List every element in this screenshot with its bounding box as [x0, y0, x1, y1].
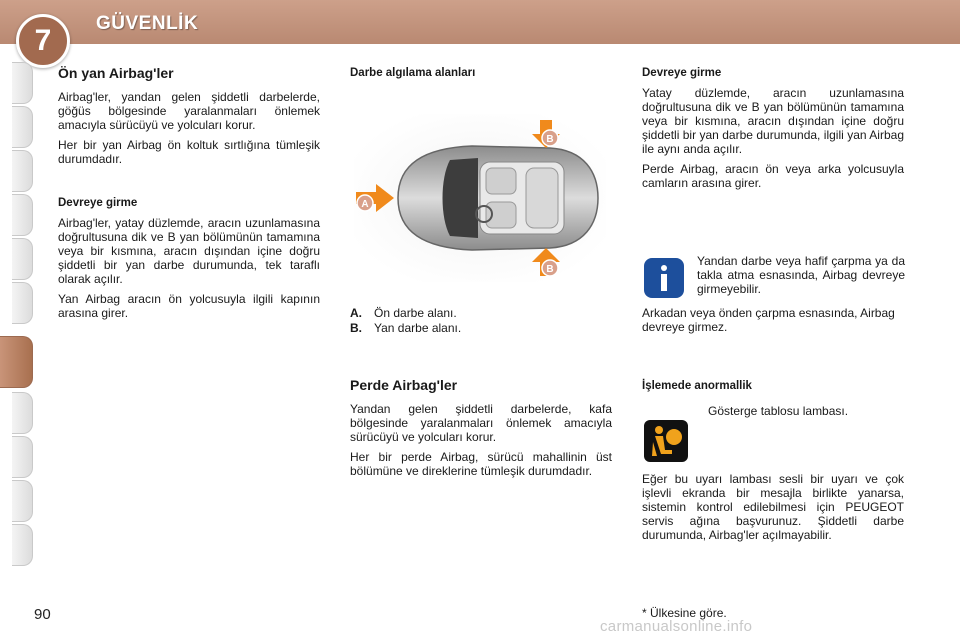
legend-key: B.: [350, 321, 362, 335]
anomaly-paragraph: Eğer bu uyarı lambası sesli bir uyarı ve çok işlevli ekranda bir mesajla birlikte yanarsa, sistemin kontrol edilebilmesi için PEUGEOT servis ağına başvurunuz. Şiddetli darbe durumunda, Airbag'ler açılmayabilir.: [642, 472, 904, 542]
diagram-legend: [350, 306, 461, 336]
side-tab-1[interactable]: [12, 62, 33, 104]
paragraph: Her bir perde Airbag, sürücü mahallinin üst bölümüne ve direklerine tümleşik durumdadır.: [350, 450, 612, 478]
side-tab-2[interactable]: [12, 106, 33, 148]
seat: [486, 202, 516, 228]
subsection-title-anomaly: İşlemede anormallik: [642, 380, 752, 392]
watermark: carmanualsonline.info: [600, 618, 753, 635]
chapter-number-badge: 7: [16, 14, 70, 68]
side-tab-11[interactable]: [12, 524, 33, 566]
info-note: Yandan darbe veya hafif çarpma ya da takla atma esnasında, Airbag devreye girmeyebilir.: [697, 254, 905, 296]
subsection-title-activation: Devreye girme: [58, 197, 138, 209]
paragraph: Yandan gelen şiddetli darbelerde, kafa bölgesinde yaralanmaları önlemek amacıyla sürücüyü ve yolcuları korur.: [350, 402, 612, 444]
zone-label-b-bottom: B: [546, 264, 554, 275]
paragraph: Airbag'ler, yatay düzlemde, aracın uzunlamasına doğrultusuna dik ve B yan bölümünün tamamına veya bir kısmına, aracın dışından içine doğru şiddetli bir yan darbe durumunda, tek taraflı olarak açılır.: [58, 216, 320, 286]
chapter-side-tabs: [12, 62, 34, 578]
section-title-impact-zones: Darbe algılama alanları: [350, 67, 476, 79]
legend-text: Yan darbe alanı.: [374, 321, 462, 335]
info-note-2: Arkadan veya önden çarpma esnasında, Airbag devreye girmez.: [642, 306, 895, 334]
left-column: [58, 66, 320, 326]
windshield: [443, 158, 479, 238]
car-top-view-diagram: [354, 114, 606, 282]
curtain-airbags-section: [350, 378, 612, 484]
legend-key: A.: [350, 306, 362, 320]
page-number: 90: [34, 606, 51, 623]
seat: [526, 168, 558, 228]
side-tab-5[interactable]: [12, 238, 33, 280]
paragraph: Her bir yan Airbag ön koltuk sırtlığına tümleşik durumdadır.: [58, 138, 320, 166]
side-tab-9[interactable]: [12, 436, 33, 478]
middle-column: [350, 66, 614, 86]
side-tab-4[interactable]: [12, 194, 33, 236]
paragraph: Yatay düzlemde, aracın uzunlamasına doğrultusuna dik ve B yan bölümünün tamamına veya bir kısmına, aracın dışından içine doğru şiddetli bir yan darbe durumunda, ilgili yan Airbag ile aynı anda açılır.: [642, 86, 904, 156]
airbag-warning-icon: [644, 420, 688, 462]
side-tab-8[interactable]: [12, 392, 33, 434]
side-tab-3[interactable]: [12, 150, 33, 192]
side-tab-7-active[interactable]: [0, 336, 33, 388]
car-diagram-svg: [354, 114, 606, 282]
warning-lamp-caption: Gösterge tablosu lambası.: [708, 404, 849, 418]
side-tab-6[interactable]: [12, 282, 33, 324]
chapter-header: [0, 0, 960, 44]
section-title-curtain-airbags: Perde Airbag'ler: [350, 377, 458, 393]
section-title-front-side-airbags: Ön yan Airbag'ler: [58, 65, 174, 81]
zone-label-a: A: [361, 199, 369, 210]
right-column: [642, 66, 904, 196]
subsection-title-activation-right: Devreye girme: [642, 67, 722, 79]
zone-label-b-top: B: [546, 134, 554, 145]
seat: [486, 168, 516, 194]
side-tab-10[interactable]: [12, 480, 33, 522]
paragraph: Airbag'ler, yandan gelen şiddetli darbelerde, göğüs bölgesinde yaralanmaları önlemek amacıyla sürücüyü ve yolcuları korur.: [58, 90, 320, 132]
info-icon: [644, 258, 684, 298]
paragraph: Perde Airbag, aracın ön veya arka yolcusuyla camların arasına girer.: [642, 162, 904, 190]
legend-item: [350, 321, 461, 336]
chapter-title: GÜVENLİK: [96, 13, 199, 34]
footnote: * Ülkesine göre.: [642, 606, 727, 620]
legend-item: [350, 306, 461, 321]
legend-text: Ön darbe alanı.: [374, 306, 457, 320]
paragraph: Yan Airbag aracın ön yolcusuyla ilgili kapının arasına girer.: [58, 292, 320, 320]
